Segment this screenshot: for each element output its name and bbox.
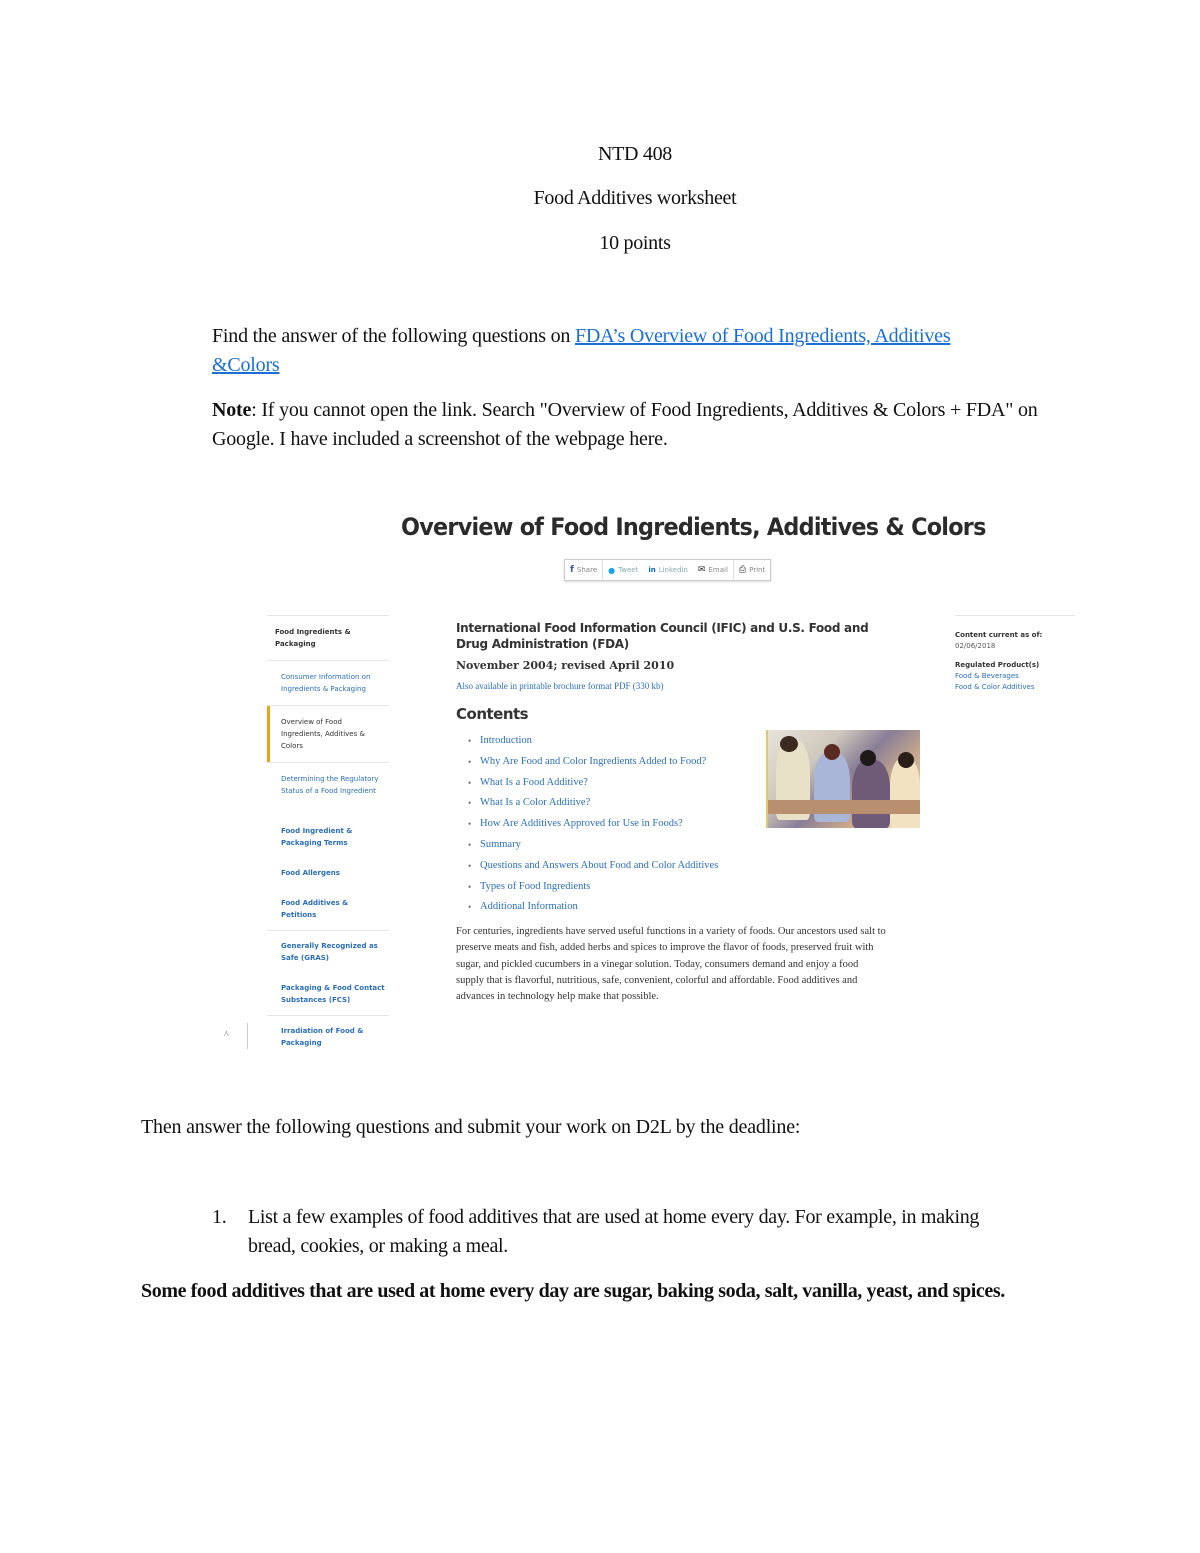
intro-text: Find the answer of the following questions on xyxy=(212,325,575,347)
note-label: Note xyxy=(212,399,252,421)
contents-item[interactable]: • Types of Food Ingredients xyxy=(480,877,896,898)
webpage-right-panel xyxy=(955,615,1075,693)
email-icon: ✉ xyxy=(697,565,706,575)
article-heading: International Food Information Council (IFIC) and U.S. Food and Drug Administration (FDA) xyxy=(456,621,869,651)
sidebar-header[interactable]: Food Ingredients & Packaging xyxy=(275,628,351,648)
share-facebook-button[interactable]: f Share xyxy=(570,565,598,575)
question-list xyxy=(212,1203,1008,1261)
contents-item[interactable]: • Introduction xyxy=(480,731,896,752)
contents-item[interactable]: • Additional Information xyxy=(480,897,896,918)
note-text: : If you cannot open the link. Search "Overview of Food Ingredients, Additives & Colors + FDA" on Google. I have included a screenshot of the webpage here. xyxy=(212,399,1038,450)
regulated-product-link[interactable]: Food & Color Additives xyxy=(955,683,1035,691)
linkedin-icon: in xyxy=(648,566,656,574)
share-bar xyxy=(564,559,771,581)
print-icon: ⎙ xyxy=(738,565,747,575)
worksheet-title: Food Additives worksheet xyxy=(533,187,737,209)
question-text: List a few examples of food additives that are used at home every day. For example, in making bread, cookies, or making a meal. xyxy=(248,1206,980,1257)
answer-text: Some food additives that are used at home every day are sugar, baking soda, salt, vanilla, yeast, and spices. xyxy=(141,1280,1005,1302)
contents-item[interactable]: • How Are Additives Approved for Use in Foods? xyxy=(480,814,896,835)
note-paragraph xyxy=(212,396,1042,454)
contents-item[interactable]: • Why Are Food and Color Ingredients Added to Food? xyxy=(480,752,896,773)
sidebar-item-regulatory-status[interactable]: Determining the Regulatory Status of a Food Ingredient xyxy=(281,775,379,795)
regulated-products-label: Regulated Product(s) xyxy=(955,661,1040,669)
contents-item[interactable]: • What Is a Color Additive? xyxy=(480,793,896,814)
course-code: NTD 408 xyxy=(597,143,672,165)
article-body: For centuries, ingredients have served useful functions in a variety of foods. Our ancestors used salt to preserve meats and fish, added herbs and spices to improve the flavor of foods, preserved fruit with sugar, and pickled cucumbers in a vinegar solution. Today, consumers demand and enjoy a food supply that is flavorful, nutritious, safe, convenient, colorful and affordable. Food additives and advances in technology help make that possible. xyxy=(456,926,886,1002)
share-print-button[interactable]: ⎙ Print xyxy=(733,560,770,580)
sidebar-item-additives-petitions[interactable]: Food Additives & Petitions xyxy=(281,899,349,919)
sidebar-item-allergens[interactable]: Food Allergens xyxy=(281,869,340,877)
sidebar-item-irradiation[interactable]: Irradiation of Food & Packaging xyxy=(281,1027,364,1047)
share-email-button[interactable]: ✉ Email xyxy=(697,565,728,575)
family-cooking-photo xyxy=(766,730,920,828)
webpage-title: Overview of Food Ingredients, Additives & Colors xyxy=(401,513,986,541)
sidebar-item-packaging-fcs[interactable]: Packaging & Food Contact Substances (FCS) xyxy=(281,984,385,1004)
fda-webpage-screenshot xyxy=(224,505,1085,1050)
question-number: 1. xyxy=(212,1206,227,1228)
content-current-date: 02/06/2018 xyxy=(955,642,996,650)
share-linkedin-button[interactable]: in Linkedin xyxy=(648,566,688,574)
contents-heading: Contents xyxy=(456,705,529,723)
pdf-availability-link[interactable]: Also available in printable brochure format PDF (330 kb) xyxy=(456,681,664,691)
intro-paragraph xyxy=(212,322,1022,380)
sidebar-item-gras[interactable]: Generally Recognized as Safe (GRAS) xyxy=(281,942,378,962)
facebook-icon: f xyxy=(570,565,574,575)
sidebar-item-overview[interactable]: Overview of Food Ingredients, Additives & Colors xyxy=(267,706,389,762)
content-current-label: Content current as of: xyxy=(955,631,1043,639)
webpage-sidebar xyxy=(267,615,389,1049)
fda-overview-link[interactable]: FDA’s Overview of Food Ingredients, Additives &Colors xyxy=(212,325,951,376)
scrollbar[interactable] xyxy=(247,1023,248,1049)
article-date: November 2004; revised April 2010 xyxy=(456,659,675,672)
share-twitter-button[interactable]: ● Tweet xyxy=(602,560,643,580)
scroll-up-icon[interactable]: ^ xyxy=(224,1030,229,1041)
regulated-product-link[interactable]: Food & Beverages xyxy=(955,672,1019,680)
contents-item[interactable]: • What Is a Food Additive? xyxy=(480,773,896,794)
sidebar-item-terms[interactable]: Food Ingredient & Packaging Terms xyxy=(281,827,353,847)
sidebar-item-consumer-info[interactable]: Consumer Information on Ingredients & Packaging xyxy=(281,673,371,693)
contents-item[interactable]: • Summary xyxy=(480,835,896,856)
contents-item[interactable]: • Questions and Answers About Food and Color Additives xyxy=(480,856,896,877)
instructions-text: Then answer the following questions and submit your work on D2L by the deadline: xyxy=(141,1116,801,1138)
points: 10 points xyxy=(599,232,671,254)
twitter-icon: ● xyxy=(608,565,616,575)
